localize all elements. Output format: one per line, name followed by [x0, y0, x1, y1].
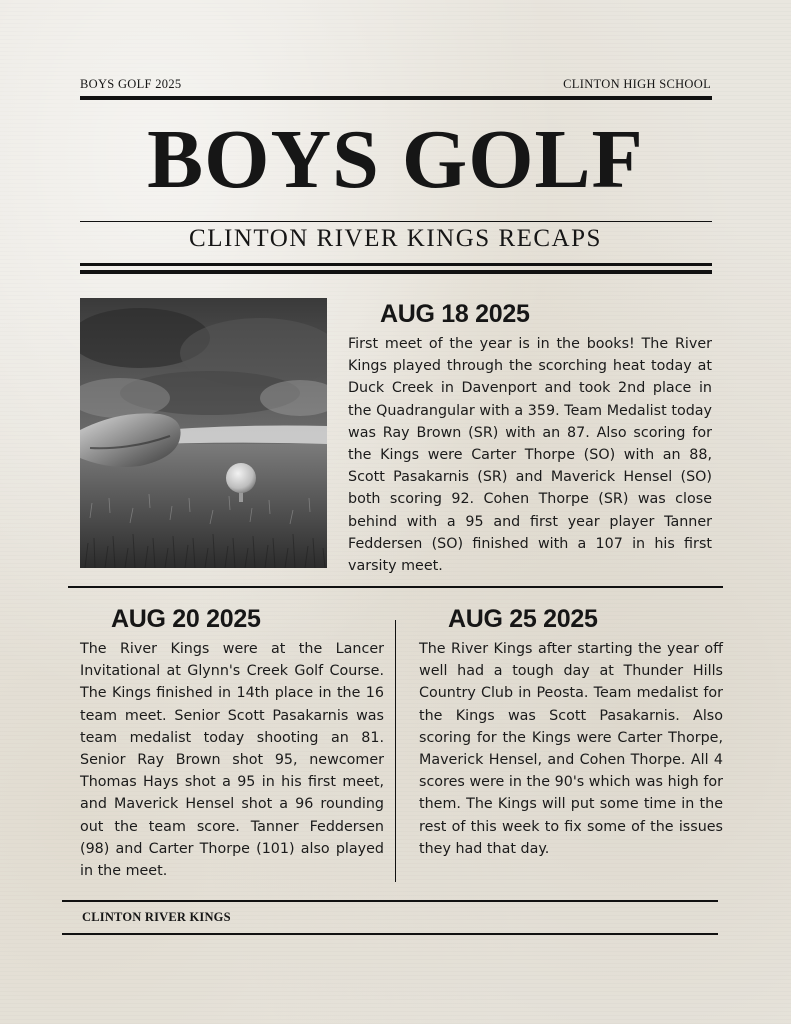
section-divider	[68, 586, 723, 588]
subtitle-rule-bottom-2	[80, 270, 712, 274]
page-title: BOYS GOLF	[147, 113, 644, 206]
page-subtitle: CLINTON RIVER KINGS RECAPS	[189, 225, 602, 252]
article-2-date: AUG 20 2025	[111, 605, 261, 633]
header-kicker-left: BOYS GOLF 2025	[80, 77, 182, 91]
article-3-body: The River Kings after starting the year off well had a tough day at Thunder Hills Country Club in Peosta. Team medalist for the Kings was Scott Pasakarnis. Also scoring for the Kings were Carter Thorpe, Maverick Hensel, and Cohen Thorpe. All 4 scores were in the 90's which was high for them. The Kings will put some time in the rest of this week to fix some of the issues they had that day.	[419, 641, 723, 857]
subtitle-rule-bottom-1	[80, 263, 712, 266]
article-1-body: First meet of the year is in the books! The River Kings played through the scorching heat today at Duck Creek in Davenport and took 2nd place in the Quadrangular with a 359. Team Medalist today was Ray Brown (SR) with an 87. Also scoring for the Kings were Carter Thorpe (SO) with an 88, Scott Pasakarnis (SR) and Maverick Hensel (SO) both scoring 92. Cohen Thorpe (SR) was close behind with a 95 and first year player Tanner Feddersen (SO) finished with a 107 in his first varsity meet.	[348, 336, 712, 575]
header-rule-top	[80, 96, 712, 100]
footer-rule-top	[62, 900, 718, 902]
subtitle-rule-top	[80, 221, 712, 222]
header-kicker-right: CLINTON HIGH SCHOOL	[563, 77, 711, 91]
footer-rule-bottom	[62, 933, 718, 935]
article-2-body: The River Kings were at the Lancer Invitational at Glynn's Creek Golf Course. The Kings finished in 14th place in the 16 team meet. Senior Scott Pasakarnis was team medalist today shooting an 81. Senior Ray Brown shot 95, newcomer Thomas Hays shot a 95 in his first meet, and Maverick Hensel shot a 96 rounding out the team score. Tanner Feddersen (98) and Carter Thorpe (101) also played in the meet.	[80, 641, 384, 880]
footer-label: CLINTON RIVER KINGS	[82, 910, 231, 924]
column-divider	[395, 620, 396, 882]
article-1-date: AUG 18 2025	[380, 300, 530, 328]
article-3-date: AUG 25 2025	[448, 605, 598, 633]
golf-photo	[80, 298, 327, 568]
golf-club-and-ball-icon	[80, 298, 327, 568]
